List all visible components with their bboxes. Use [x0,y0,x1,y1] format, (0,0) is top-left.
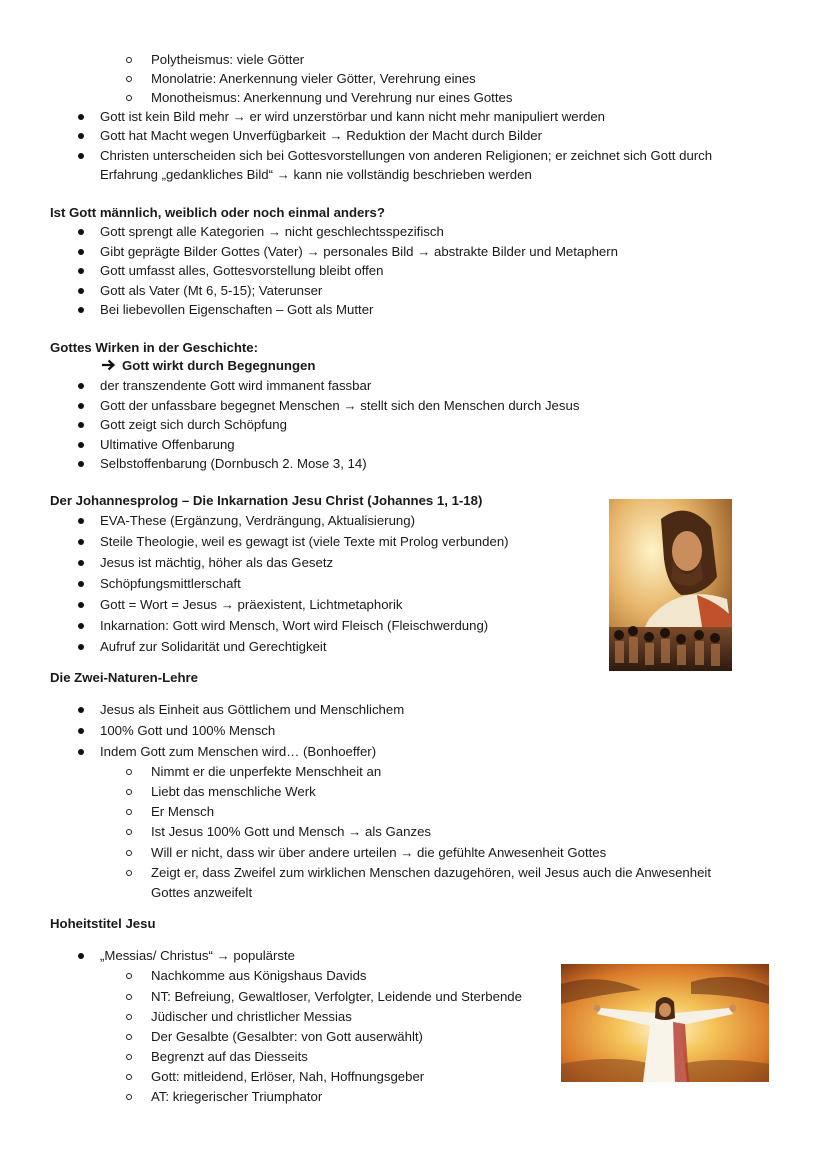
list-item: Polytheismus: viele Götter [151,52,305,67]
sub-bullet [126,994,132,1000]
section-heading: Die Zwei-Naturen-Lehre [50,670,199,685]
sub-bullet [126,829,132,835]
bullet [78,728,84,734]
list-item-continuation: Erfahrung „gedankliches Bild“ → kann nie vollständig beschrieben werden [100,167,532,182]
list-item: Gott sprengt alle Kategorien → nicht geschlechtsspezifisch [100,224,444,239]
list-item: „Messias/ Christus“ → populärste [100,948,295,963]
bullet [78,307,84,313]
list-item: Ist Jesus 100% Gott und Mensch → als Ganzes [151,824,432,839]
bullet [78,403,84,409]
list-item: Bei liebevollen Eigenschaften – Gott als Mutter [100,302,374,317]
bullet [78,249,84,255]
bullet [78,461,84,467]
sub-bullet [126,769,132,775]
list-item: Liebt das menschliche Werk [151,784,316,799]
list-item: Christen unterscheiden sich bei Gottesvorstellungen von anderen Religionen; er zeichnet sich Gott durch [100,148,713,163]
list-item: Nimmt er die unperfekte Menschheit an [151,764,382,779]
bullet [78,153,84,159]
list-item: Gott: mitleidend, Erlöser, Nah, Hoffnungsgeber [151,1069,425,1084]
bullet [78,288,84,294]
list-item: AT: kriegerischer Triumphator [151,1089,323,1104]
list-item: Begrenzt auf das Diesseits [151,1049,308,1064]
sub-bullet [126,1034,132,1040]
list-item: Monotheismus: Anerkennung und Verehrung nur eines Gottes [151,90,513,105]
sub-bullet [126,76,132,82]
list-item: Er Mensch [151,804,215,819]
bullet [78,560,84,566]
list-item: Jesus ist mächtig, höher als das Gesetz [100,555,334,570]
bullet [78,229,84,235]
bullet [78,518,84,524]
arrow-right-icon [101,359,116,371]
bullet [78,539,84,545]
bullet [78,422,84,428]
bullet [78,383,84,389]
list-item: EVA-These (Ergänzung, Verdrängung, Aktualisierung) [100,513,415,528]
list-item: Gott zeigt sich durch Schöpfung [100,417,287,432]
sub-bullet [126,1094,132,1100]
jesus-arms-raised-image [561,964,769,1082]
list-item: Gott hat Macht wegen Unverfügbarkeit → Reduktion der Macht durch Bilder [100,128,543,143]
bullet [78,268,84,274]
list-item: Gott umfasst alles, Gottesvorstellung bleibt offen [100,263,384,278]
list-item: Gibt geprägte Bilder Gottes (Vater) → personales Bild → abstrakte Bilder und Metaphern [100,244,618,259]
sub-bullet [126,57,132,63]
list-item: Gott der unfassbare begegnet Menschen → stellt sich den Menschen durch Jesus [100,398,580,413]
list-item: Gott = Wort = Jesus → präexistent, Lichtmetaphorik [100,597,403,612]
bullet [78,581,84,587]
bullet [78,749,84,755]
sub-bullet [126,809,132,815]
section-heading: Ist Gott männlich, weiblich oder noch einmal anders? [50,205,385,220]
bullet [78,602,84,608]
jesus-portrait-illustration [609,499,732,671]
list-item: Jesus als Einheit aus Göttlichem und Menschlichem [100,702,405,717]
list-item: Nachkomme aus Königshaus Davids [151,968,367,983]
bullet [78,623,84,629]
section-heading: Gottes Wirken in der Geschichte: [50,340,258,355]
list-item: Inkarnation: Gott wird Mensch, Wort wird Fleisch (Fleischwerdung) [100,618,489,633]
arrow-item-label: Gott wirkt durch Begegnungen [122,358,316,373]
list-item: Steile Theologie, weil es gewagt ist (viele Texte mit Prolog verbunden) [100,534,509,549]
sub-bullet [126,95,132,101]
list-item: der transzendente Gott wird immanent fassbar [100,378,372,393]
jesus-portrait-image [609,499,732,671]
sub-bullet [126,850,132,856]
list-item: Jüdischer und christlicher Messias [151,1009,352,1024]
list-item: Will er nicht, dass wir über andere urteilen → die gefühlte Anwesenheit Gottes [151,845,607,860]
list-item: Ultimative Offenbarung [100,437,235,452]
sub-bullet [126,1014,132,1020]
sub-bullet [126,1074,132,1080]
list-item: Zeigt er, dass Zweifel zum wirklichen Menschen dazugehören, weil Jesus auch die Anwesenheit [151,865,712,880]
list-item-continuation: Gottes anzweifelt [151,885,253,900]
list-item: Schöpfungsmittlerschaft [100,576,241,591]
list-item: Gott als Vater (Mt 6, 5-15); Vaterunser [100,283,323,298]
sub-bullet [126,973,132,979]
bullet [78,442,84,448]
bullet [78,114,84,120]
bullet [78,644,84,650]
section-heading: Der Johannesprolog – Die Inkarnation Jesu Christ (Johannes 1, 1-18) [50,493,483,508]
list-item: Monolatrie: Anerkennung vieler Götter, Verehrung eines [151,71,476,86]
sub-bullet [126,1054,132,1060]
list-item: NT: Befreiung, Gewaltloser, Verfolgter, Leidende und Sterbende [151,989,522,1004]
sub-bullet [126,870,132,876]
list-item: Aufruf zur Solidarität und Gerechtigkeit [100,639,327,654]
section-heading: Hoheitstitel Jesu [50,916,156,931]
list-item: Gott ist kein Bild mehr → er wird unzerstörbar und kann nicht mehr manipuliert werden [100,109,606,124]
sub-bullet [126,789,132,795]
list-item: Selbstoffenbarung (Dornbusch 2. Mose 3, 14) [100,456,367,471]
jesus-arms-raised-illustration [561,964,769,1082]
bullet [78,133,84,139]
list-item: 100% Gott und 100% Mensch [100,723,276,738]
arrow-item [101,356,315,375]
bullet [78,707,84,713]
bullet [78,953,84,959]
list-item: Indem Gott zum Menschen wird… (Bonhoeffer) [100,744,377,759]
list-item: Der Gesalbte (Gesalbter: von Gott auserwählt) [151,1029,423,1044]
